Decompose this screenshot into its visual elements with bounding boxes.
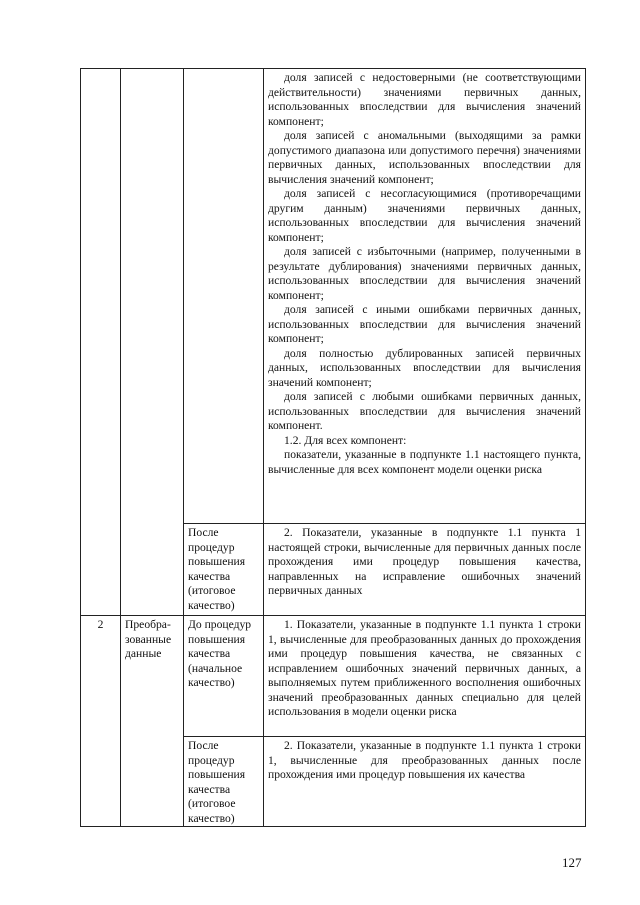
stage-cell: После процедур повышения качества (итоговое качество) [184, 524, 264, 616]
data-type-cell: Преобра-зованные данные [121, 616, 184, 827]
content-cell [264, 737, 586, 827]
stage-cell: После процедур повышения качества (итоговое качество) [184, 737, 264, 827]
content-paragraph: доля записей с недостоверными (не соответствующими действительности) значениями первичных данных, использованных впоследствии для вычисления значений компонент; [268, 71, 581, 128]
data-type-cell [121, 69, 184, 616]
table-row [81, 69, 586, 524]
content-paragraph: доля записей с аномальными (выходящими за рамки допустимого диапазона или допустимого перечня) значениями первичных данных, использованных впоследствии для вычисления значений компонент; [268, 129, 581, 186]
stage-cell [184, 69, 264, 524]
content-paragraph: 1. Показатели, указанные в подпункте 1.1 пункта 1 строки 1, вычисленные для преобразованных данных до прохождения ими процедур повышения качества, не связанных с исправлением ошибочных значений первичных данных, а выполняемых путем приближенного восполнения ошибочных значений преобразованных данных специально для целей использования в модели оценки риска [268, 618, 581, 718]
content-paragraph: доля записей с избыточными (например, полученными в результате дублирования) значениями первичных данных, использованных впоследствии для вычисления значений компонент; [268, 245, 581, 302]
row-number-cell [81, 69, 121, 616]
content-paragraph: 2. Показатели, указанные в подпункте 1.1 пункта 1 строки 1, вычисленные для преобразованных данных после прохождения ими процедур повышения их качества [268, 739, 581, 781]
content-paragraph: доля записей с иными ошибками первичных данных, использованных впоследствии для вычисления значений компонент; [268, 303, 581, 345]
requirements-table [80, 68, 586, 827]
row-number-cell: 2 [81, 616, 121, 827]
content-paragraph: показатели, указанные в подпункте 1.1 настоящего пункта, вычисленные для всех компонент модели оценки риска [268, 448, 581, 476]
stage-cell: До процедур повышения качества (начальное качество) [184, 616, 264, 737]
content-paragraph: 2. Показатели, указанные в подпункте 1.1 пункта 1 настоящей строки, вычисленные для первичных данных после прохождения ими процедур повышения качества, направленных на исправление ошибочных значений первичных данных [268, 526, 581, 597]
content-paragraph: доля полностью дублированных записей первичных данных, использованных впоследствии для вычисления значений компонент; [268, 346, 581, 389]
table-row [81, 616, 586, 737]
content-cell [264, 616, 586, 737]
subsection-heading: 1.2. Для всех компонент: [284, 433, 407, 447]
content-paragraph: доля записей с несогласующимися (противоречащими другим данным) значениями первичных данных, использованных впоследствии для вычисления значений компонент; [268, 187, 581, 244]
content-cell [264, 524, 586, 616]
content-cell [264, 69, 586, 524]
page-number: 127 [562, 855, 582, 870]
content-paragraph: доля записей с любыми ошибками первичных данных, использованных впоследствии для вычисления значений компонент. [268, 390, 581, 432]
